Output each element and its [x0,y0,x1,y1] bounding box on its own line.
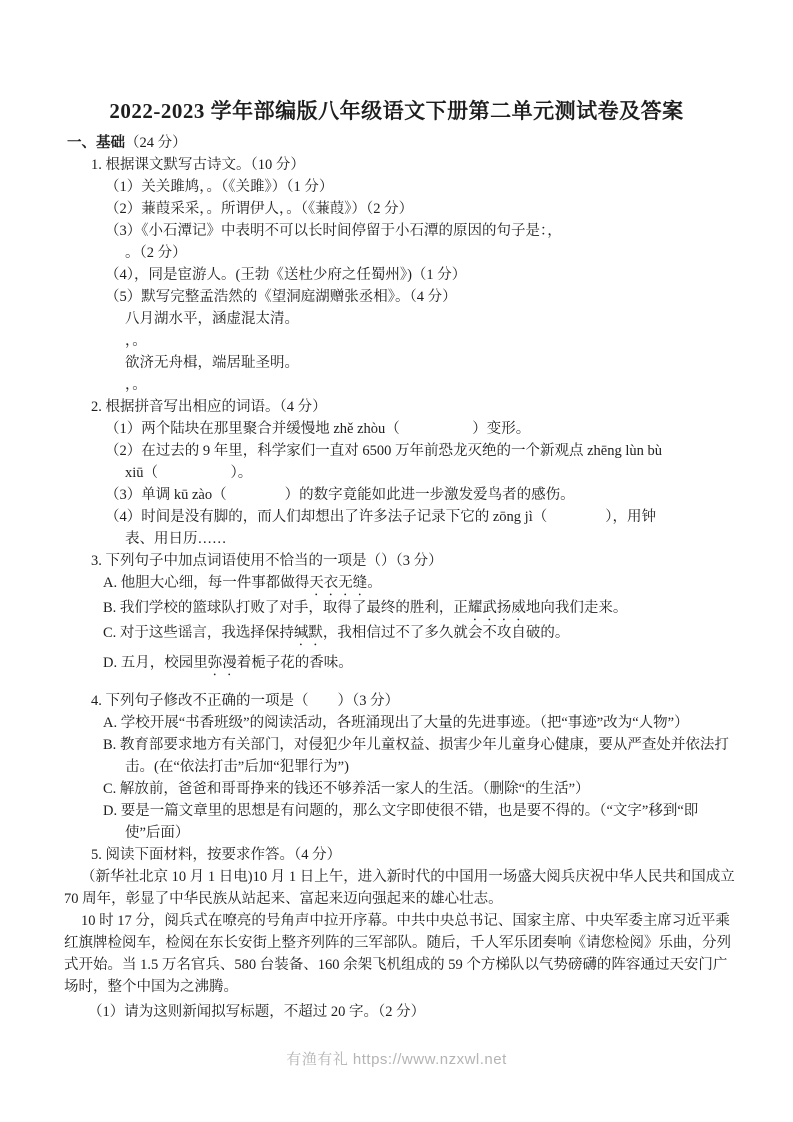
question-1-item-5-poem-line-1: 八月湖水平，涵虚混太清。 [125,311,299,327]
question-5-paragraph-2-line-1: 10 时 17 分，阅兵式在嘹亮的号角声中拉开序幕。中共中央总书记、国家主席、中央军委主席习近平乘 [81,913,730,929]
question-1-item-4: （4），同是宦游人。(王勃《送杜少府之任蜀州》)（1 分） [105,267,467,283]
question-1-item-5-poem-line-2: ，。 [125,333,147,349]
option-b-text: B. 我们学校的篮球队打败了对手，取得了最终的胜利，正 [103,600,468,616]
question-4-option-d-line-1: D. 要是一篇文章里的思想是有问题的，那么文字即使很不错，也是要不得的。（“文字”移到“即 [103,803,699,819]
page-title: 2022-2023 学年部编版八年级语文下册第二单元测试卷及答案 [109,99,684,123]
question-2-item-1: （1）两个陆块在那里聚合并缓慢地 zhě zhòu（ ）变形。 [105,421,531,437]
question-3-option-a [64,572,731,594]
section-1-points: （24 分） [125,135,187,151]
question-1-item-3-line-1: （3）《小石潭记》中表明不可以长时间停留于小石潭的原因的句子是：， [105,223,562,239]
question-4-option-b-line-1: B. 教育部要求地方有关部门，对侵犯少年儿童权益、损害少年儿童身心健康，要从严查处并依法打 [103,737,729,753]
option-c-text: C. 对于这些谣言，我选择保持 [103,625,294,641]
question-3-option-c [64,622,731,644]
option-d-text: D. 五月，校园里 [103,655,208,671]
question-1-stem: 1. 根据课文默写古诗文。（10 分） [91,157,305,173]
question-1-item-2: （2）蒹葭采采，。所谓伊人，。（《蒹葭》）（2 分） [105,201,414,217]
question-4-option-a: A. 学校开展“书香班级”的阅读活动，各班涌现出了大量的先进事迹。（把“事迹”改为“人物”） [103,715,689,731]
question-1-item-5-poem-line-4: ，。 [125,377,147,393]
question-2-item-4-line-2: 表、用日历…… [125,531,227,547]
section-1-heading [64,132,731,154]
question-2-item-3: （3）单调 kū zào（ ）的数字竟能如此进一步激发爱鸟者的感伤。 [105,487,575,503]
question-5-paragraph-1-line-1: （新华社北京 10 月 1 日电)10 月 1 日上午，进入新时代的中国用一场盛大阅兵庆祝中华人民共和国成立 [81,869,735,885]
question-2-item-2-line-1: （2）在过去的 9 年里，科学家们一直对 6500 万年前恐龙灭绝的一个新观点 zhēng lùn bù [105,443,663,459]
question-1-item-5: （5）默写完整孟浩然的《望洞庭湖赠张丞相》。（4 分） [105,289,457,305]
question-4-stem: 4. 下列句子修改不正确的一项是（ ）（3 分） [91,693,400,709]
question-5-stem: 5. 阅读下面材料，按要求作答。（4 分） [91,847,342,863]
question-5-paragraph-2-line-4: 场时，整个中国为之沸腾。 [64,979,238,995]
section-1-heading-label: 一、基础 [67,135,125,151]
question-1-item-5-poem-line-3: 欲济无舟楫，端居耻圣明。 [125,355,299,371]
question-5-item-1: （1）请为这则新闻拟写标题，不超过 20 字。（2 分） [88,1004,426,1020]
question-1-item-1: （1）关关雎鸠，。（《关雎》）（1 分） [105,179,334,195]
question-4-option-d-line-2: 使”后面） [125,825,190,841]
option-c-text-tail: ，我相信过不了多久就会不攻自破的。 [322,625,570,641]
question-5-paragraph-1-line-2: 70 周年，彰显了中华民族从站起来、富起来迈向强起来的雄心壮志。 [64,891,503,907]
question-3-option-b [64,597,731,619]
question-3-stem: 3. 下列句子中加点词语使用不恰当的一项是（）（3 分） [91,553,443,569]
option-b-emphasized-word: 耀武扬威 [467,600,526,616]
option-a-text-tail: 。 [367,575,382,591]
question-1-item-3-line-2: 。（2 分） [125,245,187,261]
question-2-stem: 2. 根据拼音写出相应的词语。（4 分） [91,399,327,415]
question-5-paragraph-2-line-3: 式开始。当 1.5 万名官兵、580 台装备、160 余架飞机组成的 59 个方梯队以气势磅礴的阵容通过天安门广 [64,957,728,973]
question-5-paragraph-2-line-2: 红旗牌检阅车，检阅在东长安街上整齐列阵的三军部队。随后，千人军乐团奏响《请您检阅》乐曲，分列 [64,935,731,951]
question-2-item-4-line-1: （4）时间是没有脚的，而人们却想出了许多法子记录下它的 zōng jì（ ），用钟 [105,509,656,525]
document-body [0,132,793,1023]
option-d-text-tail: 着栀子花的香味。 [236,655,353,671]
option-a-emphasized-word: 天衣无缝 [309,575,368,591]
option-c-emphasized-word: 缄默 [293,625,323,641]
option-d-emphasized-word: 弥漫 [207,655,237,671]
question-4-option-c: C. 解放前，爸爸和哥哥挣来的钱还不够养活一家人的生活。（删除“的生活”） [103,781,590,797]
watermark-footer: 有渔有礼 https://www.nzxwl.net [286,1051,507,1068]
option-a-text: A. 他胆大心细，每一件事都做得 [103,575,310,591]
question-4-option-b-line-2: 击。(在“依法打击”后加“犯罪行为”) [125,759,349,775]
question-3-option-d [64,652,731,674]
question-2-item-2-line-2: xiū（ ）。 [125,465,253,481]
option-b-text-tail: 地向我们走来。 [525,600,628,616]
